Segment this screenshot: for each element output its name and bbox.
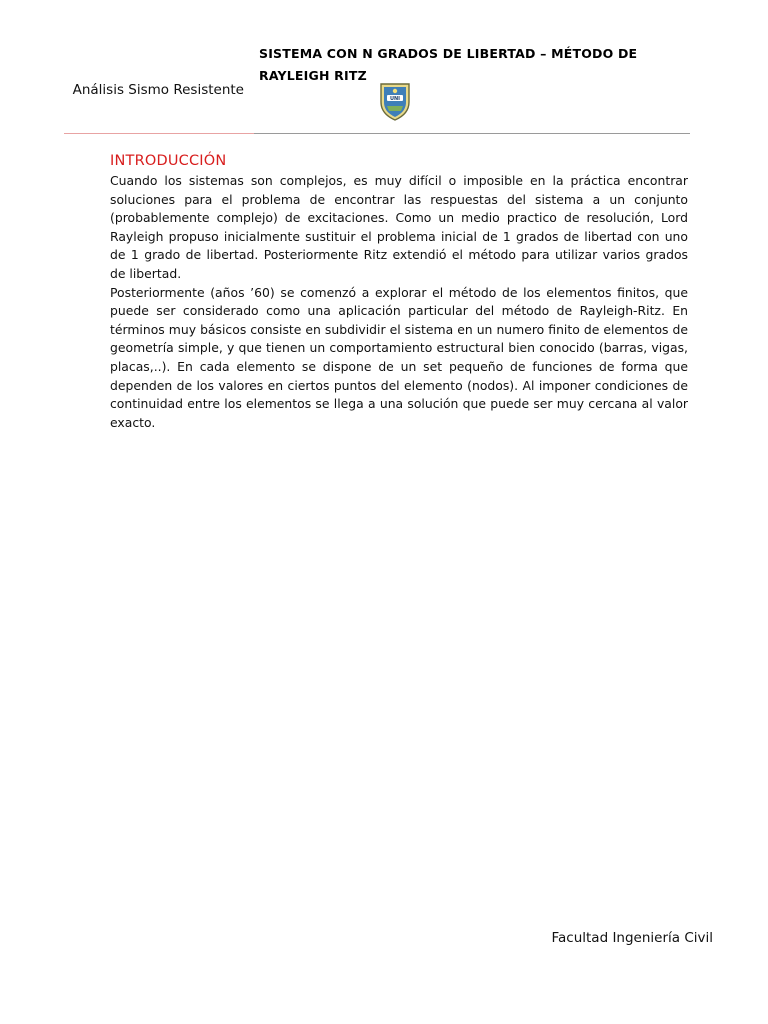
header-divider-left bbox=[64, 133, 254, 134]
logo-text: UNI bbox=[389, 96, 401, 102]
paragraph: Posteriormente (años ’60) se comenzó a explorar el método de los elementos finitos, que puede ser considerado como una aplicación particular del método de Rayleigh-Ritz. En términos muy básicos consiste en subdividir el sistema en un numero finito de elementos de geometría simple, y que tienen un comportamiento estructural bien conocido (barras, vigas, placas,..). En cada elemento se dispone de un set pequeño de funciones de forma que dependen de los valores en ciertos puntos del elemento (nodos). Al imponer condiciones de continuidad entre los elementos se llega a una solución que puede ser muy cercana al valor exacto. bbox=[110, 284, 688, 430]
paragraph: Cuando los sistemas son complejos, es muy difícil o imposible en la práctica encontrar soluciones para el problema de encontrar las respuestas del sistema a un conjunto (probablemente complejo) de excitaciones. Como un medio practico de resolución, Lord Rayleigh propuso inicialmente sustituir el problema inicial de 1 grados de libertad con uno de 1 grado de libertad. Posteriormente Ritz extendió el método para utilizar varios grados de libertad. bbox=[110, 173, 688, 281]
header-divider-right bbox=[254, 133, 690, 134]
course-name: Análisis Sismo Resistente bbox=[72, 82, 244, 98]
main-content bbox=[110, 150, 688, 432]
faculty-footer: Facultad Ingeniería Civil bbox=[551, 930, 713, 946]
section-heading: INTRODUCCIÓN bbox=[110, 153, 227, 169]
university-shield-icon bbox=[378, 80, 412, 122]
document-title: SISTEMA CON N GRADOS DE LIBERTAD – MÉTODO DE RAYLEIGH RITZ bbox=[259, 46, 638, 83]
